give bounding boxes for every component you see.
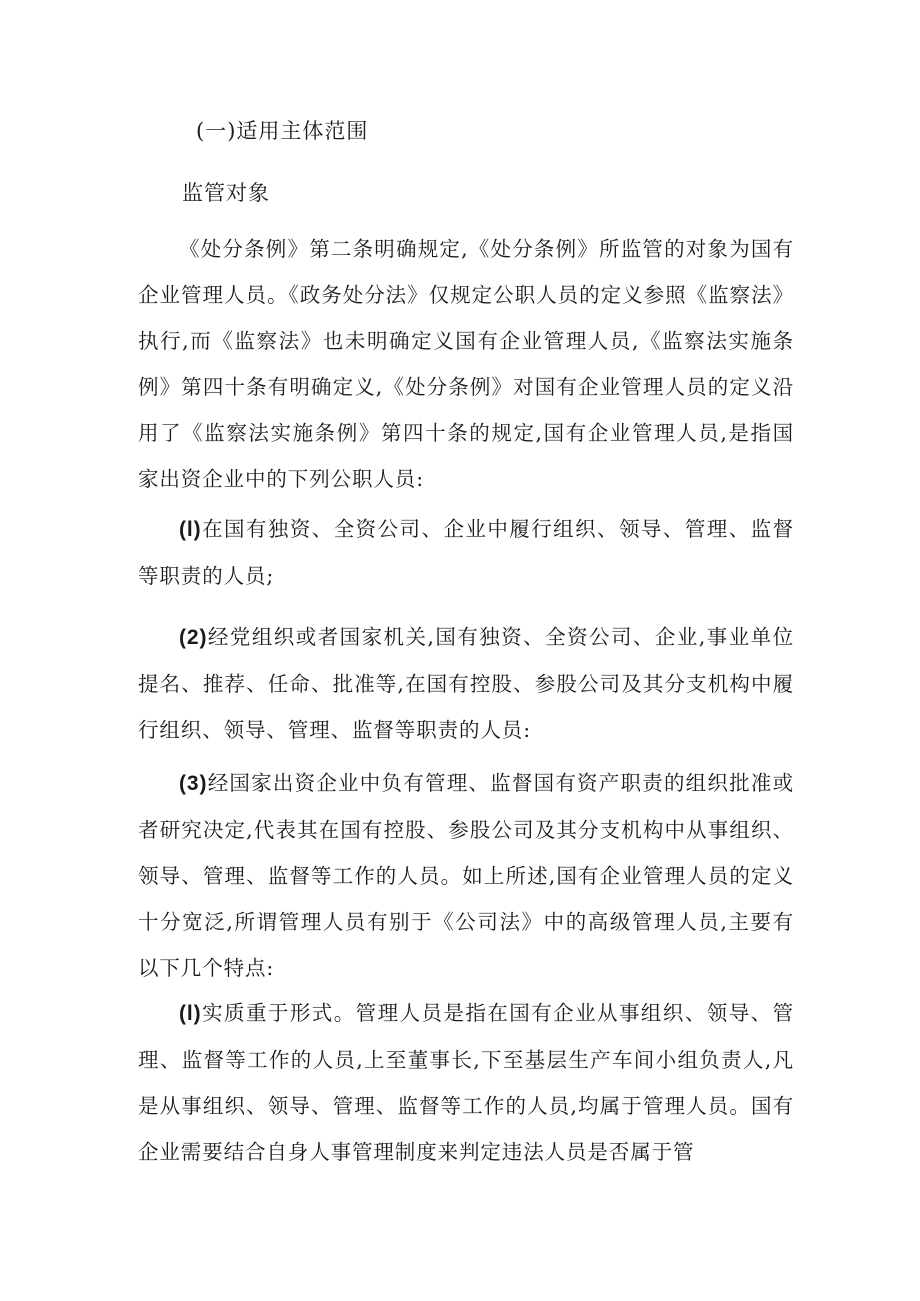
paragraph-text: 经国家出资企业中负有管理、监督国有资产职责的组织批准或者研究决定,代表其在国有控股、参股公司及其分支机构中从事组织、领导、管理、监督等工作的人员。如上所述,国有企业管理人员的定义十分宽泛,所谓管理人员有别于《公司法》中的高级管理人员,主要有以下几个特点: xyxy=(138,771,794,980)
list-marker: (2) xyxy=(179,626,208,649)
paragraph-feature-1 xyxy=(138,990,794,1175)
list-marker: (l) xyxy=(179,1002,202,1025)
paragraph-text: 《处分条例》第二条明确规定,《处分条例》所监管的对象为国有企业管理人员。《政务处分法》仅规定公职人员的定义参照《监察法》执行,而《监察法》也未明确定义国有企业管理人员,《监察法实施条例》第四十条有明确定义,《处分条例》对国有企业管理人员的定义沿用了《监察法实施条例》第四十条的规定,国有企业管理人员,是指国家出资企业中的下列公职人员: xyxy=(138,237,794,491)
list-marker: (3) xyxy=(179,772,208,795)
list-marker: (l) xyxy=(179,518,202,541)
paragraph-item-2 xyxy=(138,614,794,753)
paragraph-item-3 xyxy=(138,760,794,991)
paragraph-text: 经党组织或者国家机关,国有独资、全资公司、企业,事业单位提名、推荐、任命、批准等,在国有控股、参股公司及其分支机构中履行组织、领导、管理、监督等职责的人员: xyxy=(138,625,794,742)
section-heading: (一)适用主体范围 xyxy=(196,119,369,143)
paragraph-definition xyxy=(138,226,794,502)
paragraph-text: 在国有独资、全资公司、企业中履行组织、领导、管理、监督等职责的人员; xyxy=(138,517,794,588)
subheading-supervision-targets: 监管对象 xyxy=(182,181,270,205)
paragraph-item-1 xyxy=(138,506,794,599)
paragraph-text: 实质重于形式。管理人员是指在国有企业从事组织、领导、管理、监督等工作的人员,上至董事长,下至基层生产车间小组负责人,凡是从事组织、领导、管理、监督等工作的人员,均属于管理人员。国有企业需要结合自身人事管理制度来判定违法人员是否属于管 xyxy=(138,1001,794,1164)
